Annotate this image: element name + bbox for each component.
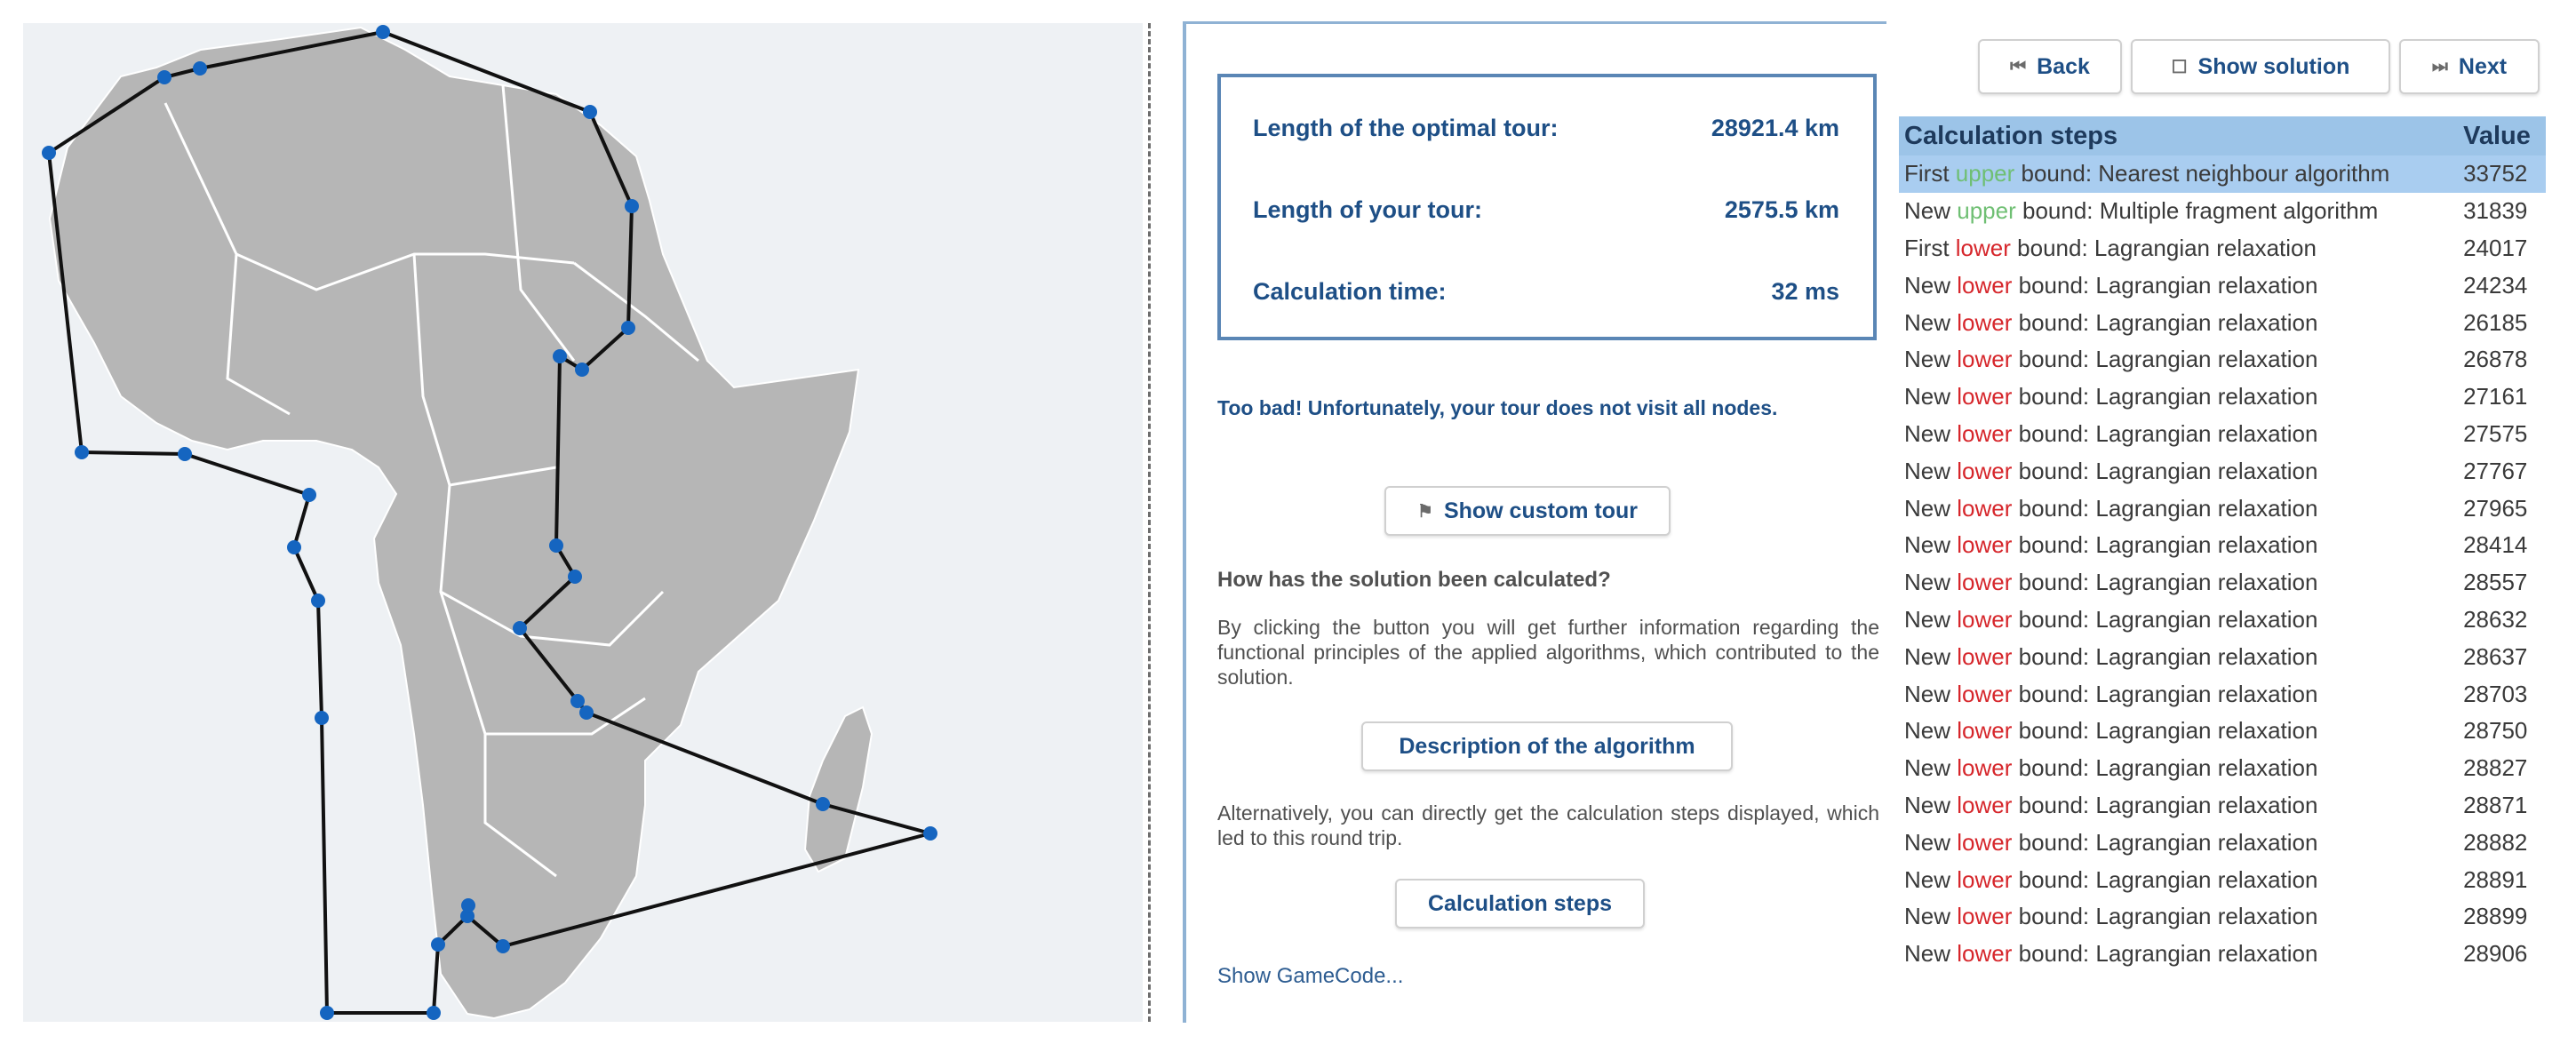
step-value: 33752 [2458, 155, 2546, 193]
step-suffix: bound: Lagrangian relaxation [2018, 531, 2318, 559]
step-value: 24017 [2463, 234, 2528, 261]
step-value: 28557 [2463, 569, 2528, 596]
step-prefix: New [1904, 494, 1951, 522]
step-prefix: New [1904, 419, 1951, 447]
tour-node [553, 349, 567, 363]
optimal-tour-row [1253, 115, 1839, 150]
skip-back-icon: ⏮ [2010, 56, 2027, 76]
step-description [1899, 898, 2458, 936]
back-button[interactable] [1978, 39, 2122, 94]
step-suffix: bound: Lagrangian relaxation [2018, 308, 2318, 336]
table-row[interactable] [1899, 824, 2546, 861]
step-value: 28906 [2463, 940, 2528, 968]
step-description [1899, 490, 2458, 527]
bound-kind: lower [1957, 828, 2013, 856]
step-prefix: New [1904, 457, 1951, 484]
tour-node [193, 61, 207, 76]
madagascar-landmass [805, 707, 872, 872]
bound-kind: lower [1957, 457, 2013, 484]
calculation-steps-label: Calculation steps [1428, 890, 1612, 916]
step-description [1899, 452, 2458, 490]
step-description [1899, 564, 2458, 602]
step-prefix: New [1904, 754, 1951, 782]
step-value: 28899 [2463, 903, 2528, 930]
step-value: 26185 [2463, 308, 2528, 336]
how-calculated-text: By clicking the button you will get further information regarding the functional principles of the applied algorithms, which contributed to the solution. [1217, 616, 1879, 689]
bound-kind: upper [1957, 197, 2016, 225]
step-prefix: New [1904, 308, 1951, 336]
tour-node [579, 705, 594, 720]
step-suffix: bound: Nearest neighbour algorithm [2021, 160, 2390, 187]
tour-node [315, 711, 329, 725]
step-prefix: New [1904, 940, 1951, 968]
step-description [1899, 824, 2458, 861]
step-suffix: bound: Lagrangian relaxation [2018, 940, 2318, 968]
step-suffix: bound: Lagrangian relaxation [2018, 605, 2318, 633]
step-value: 27965 [2463, 494, 2528, 522]
step-prefix: New [1904, 828, 1951, 856]
step-prefix: New [1904, 605, 1951, 633]
step-suffix: bound: Lagrangian relaxation [2018, 569, 2318, 596]
tour-node [575, 363, 589, 377]
table-row[interactable] [1899, 490, 2546, 527]
tour-node [816, 797, 830, 811]
tour-node [157, 70, 171, 84]
your-tour-value: 2575.5 km [1724, 196, 1839, 223]
step-prefix: New [1904, 865, 1951, 893]
step-suffix: bound: Multiple fragment algorithm [2022, 197, 2379, 225]
optimal-tour-label: Length of the optimal tour: [1253, 115, 1559, 141]
step-value: 24234 [2463, 271, 2528, 299]
tour-node [461, 898, 475, 913]
step-description [1899, 527, 2458, 564]
step-value: 28750 [2463, 717, 2528, 745]
alternative-text: Alternatively, you can directly get the calculation steps displayed, which led to this round trip. [1217, 801, 1879, 849]
step-prefix: New [1904, 271, 1951, 299]
step-suffix: bound: Lagrangian relaxation [2018, 419, 2318, 447]
how-calculated-heading: How has the solution been calculated? [1217, 568, 1611, 592]
table-row[interactable] [1899, 267, 2546, 304]
table-header-row [1899, 116, 2546, 155]
step-suffix: bound: Lagrangian relaxation [2018, 271, 2318, 299]
solution-icon: ☐ [2171, 57, 2188, 77]
bound-kind: lower [1957, 717, 2013, 745]
step-description [1899, 267, 2458, 304]
tour-node [621, 321, 635, 335]
table-row[interactable] [1899, 861, 2546, 898]
table-row[interactable] [1899, 564, 2546, 602]
step-prefix: New [1904, 717, 1951, 745]
show-solution-label: Show solution [2197, 53, 2350, 79]
step-description [1899, 416, 2458, 453]
bound-kind: lower [1957, 531, 2013, 559]
step-suffix: bound: Lagrangian relaxation [2018, 346, 2318, 373]
step-value: 28703 [2463, 680, 2528, 707]
step-prefix: New [1904, 531, 1951, 559]
bound-kind: lower [1957, 680, 2013, 707]
step-prefix: New [1904, 791, 1951, 818]
step-description [1899, 155, 2458, 193]
step-description [1899, 230, 2458, 267]
steps-column-header: Calculation steps [1899, 116, 2458, 155]
step-value: 28871 [2463, 791, 2528, 818]
step-value: 31839 [2463, 197, 2528, 225]
bound-kind: lower [1957, 754, 2013, 782]
step-suffix: bound: Lagrangian relaxation [2018, 494, 2318, 522]
step-prefix: New [1904, 642, 1951, 670]
tour-node [178, 447, 192, 461]
description-algorithm-label: Description of the algorithm [1399, 733, 1695, 759]
show-solution-button[interactable] [2131, 39, 2390, 94]
step-value: 28637 [2463, 642, 2528, 670]
step-prefix: First [1904, 160, 1950, 187]
steps-panel [1893, 0, 2576, 1044]
skip-next-icon: ⏭ [2431, 56, 2448, 76]
next-button[interactable] [2399, 39, 2540, 94]
step-value: 28891 [2463, 865, 2528, 893]
calculation-steps-button[interactable] [1395, 879, 1645, 928]
show-custom-tour-label: Show custom tour [1443, 498, 1638, 523]
step-suffix: bound: Lagrangian relaxation [2018, 791, 2318, 818]
step-prefix: New [1904, 569, 1951, 596]
step-description [1899, 193, 2458, 230]
table-row[interactable] [1899, 898, 2546, 936]
stats-box [1217, 74, 1877, 340]
bound-kind: lower [1957, 940, 2013, 968]
step-value: 27767 [2463, 457, 2528, 484]
step-prefix: New [1904, 346, 1951, 373]
step-description [1899, 602, 2458, 639]
step-value: 27161 [2463, 383, 2528, 410]
step-value: 28827 [2463, 754, 2528, 782]
tour-node [287, 540, 301, 554]
africa-landmass [50, 28, 858, 1018]
table-row[interactable] [1899, 602, 2546, 639]
table-row[interactable] [1899, 750, 2546, 787]
table-row[interactable] [1899, 713, 2546, 750]
step-description [1899, 638, 2458, 675]
step-prefix: New [1904, 383, 1951, 410]
bound-kind: upper [1955, 160, 2015, 187]
step-prefix: New [1904, 903, 1951, 930]
step-suffix: bound: Lagrangian relaxation [2018, 457, 2318, 484]
tour-node [311, 594, 325, 608]
step-prefix: New [1904, 680, 1951, 707]
table-row[interactable] [1899, 638, 2546, 675]
calculation-time-label: Calculation time: [1253, 278, 1447, 305]
step-value: 28632 [2463, 605, 2528, 633]
table-row[interactable] [1899, 416, 2546, 453]
bound-kind: lower [1957, 346, 2013, 373]
tour-node [302, 488, 316, 502]
step-description [1899, 713, 2458, 750]
map-panel[interactable] [23, 23, 1143, 1022]
table-row[interactable] [1899, 379, 2546, 416]
step-description [1899, 936, 2458, 973]
result-panel [1183, 21, 1886, 1023]
step-value: 27575 [2463, 419, 2528, 447]
step-description [1899, 341, 2458, 379]
calculation-steps-table [1899, 116, 2546, 973]
table-row[interactable] [1899, 527, 2546, 564]
step-suffix: bound: Lagrangian relaxation [2018, 903, 2318, 930]
table-row[interactable] [1899, 787, 2546, 825]
table-row[interactable] [1899, 675, 2546, 713]
tour-node [549, 538, 563, 553]
next-label: Next [2458, 53, 2508, 79]
bound-kind: lower [1957, 271, 2013, 299]
tour-node [376, 25, 390, 39]
step-suffix: bound: Lagrangian relaxation [2018, 383, 2318, 410]
back-label: Back [2037, 53, 2090, 79]
step-description [1899, 304, 2458, 341]
bound-kind: lower [1957, 642, 2013, 670]
step-description [1899, 787, 2458, 825]
step-description [1899, 861, 2458, 898]
value-column-header: Value [2458, 116, 2546, 155]
step-suffix: bound: Lagrangian relaxation [2018, 754, 2318, 782]
step-suffix: bound: Lagrangian relaxation [2018, 642, 2318, 670]
step-description [1899, 750, 2458, 787]
show-gamecode-link[interactable]: Show GameCode... [1217, 964, 1404, 988]
table-row[interactable] [1899, 155, 2546, 193]
bound-kind: lower [1957, 494, 2013, 522]
panel-divider [1148, 23, 1151, 1022]
bound-kind: lower [1957, 569, 2013, 596]
africa-map[interactable] [23, 23, 1143, 1022]
your-tour-label: Length of your tour: [1253, 196, 1482, 223]
optimal-tour-value: 28921.4 km [1711, 115, 1839, 141]
description-algorithm-button[interactable] [1361, 721, 1733, 771]
tour-node [42, 146, 56, 160]
flag-icon: ⚑ [1417, 501, 1433, 522]
step-prefix: First [1904, 234, 1950, 261]
bound-kind: lower [1957, 865, 2013, 893]
bound-kind: lower [1957, 605, 2013, 633]
step-value: 28882 [2463, 828, 2528, 856]
bound-kind: lower [1957, 903, 2013, 930]
tour-node [570, 694, 585, 708]
steps-table-body [1899, 155, 2546, 973]
show-custom-tour-button[interactable] [1384, 486, 1671, 536]
tour-node [568, 570, 582, 584]
step-value: 26878 [2463, 346, 2528, 373]
step-prefix: New [1904, 197, 1951, 225]
tour-node [427, 1006, 441, 1020]
table-row[interactable] [1899, 936, 2546, 973]
tour-node [583, 105, 597, 119]
step-suffix: bound: Lagrangian relaxation [2018, 865, 2318, 893]
tour-node [923, 826, 937, 841]
bound-kind: lower [1957, 419, 2013, 447]
step-description [1899, 379, 2458, 416]
your-tour-row [1253, 196, 1839, 232]
step-value: 28414 [2463, 531, 2528, 559]
table-row[interactable] [1899, 452, 2546, 490]
calculation-time-value: 32 ms [1771, 278, 1839, 305]
tour-node [75, 445, 89, 459]
table-row[interactable] [1899, 304, 2546, 341]
tour-node [431, 937, 445, 952]
table-row[interactable] [1899, 193, 2546, 230]
table-row[interactable] [1899, 230, 2546, 267]
bound-kind: lower [1957, 791, 2013, 818]
tour-node [625, 199, 639, 213]
calculation-time-row [1253, 278, 1839, 314]
step-suffix: bound: Lagrangian relaxation [2017, 234, 2317, 261]
bound-kind: lower [1957, 383, 2013, 410]
table-row[interactable] [1899, 341, 2546, 379]
step-suffix: bound: Lagrangian relaxation [2018, 717, 2318, 745]
tour-node [513, 621, 527, 635]
step-suffix: bound: Lagrangian relaxation [2018, 828, 2318, 856]
tour-incomplete-message: Too bad! Unfortunately, your tour does not visit all nodes. [1217, 396, 1778, 419]
bound-kind: lower [1957, 308, 2013, 336]
tour-node [496, 939, 510, 953]
step-description [1899, 675, 2458, 713]
bound-kind: lower [1955, 234, 2011, 261]
tour-node [320, 1006, 334, 1020]
step-suffix: bound: Lagrangian relaxation [2018, 680, 2318, 707]
